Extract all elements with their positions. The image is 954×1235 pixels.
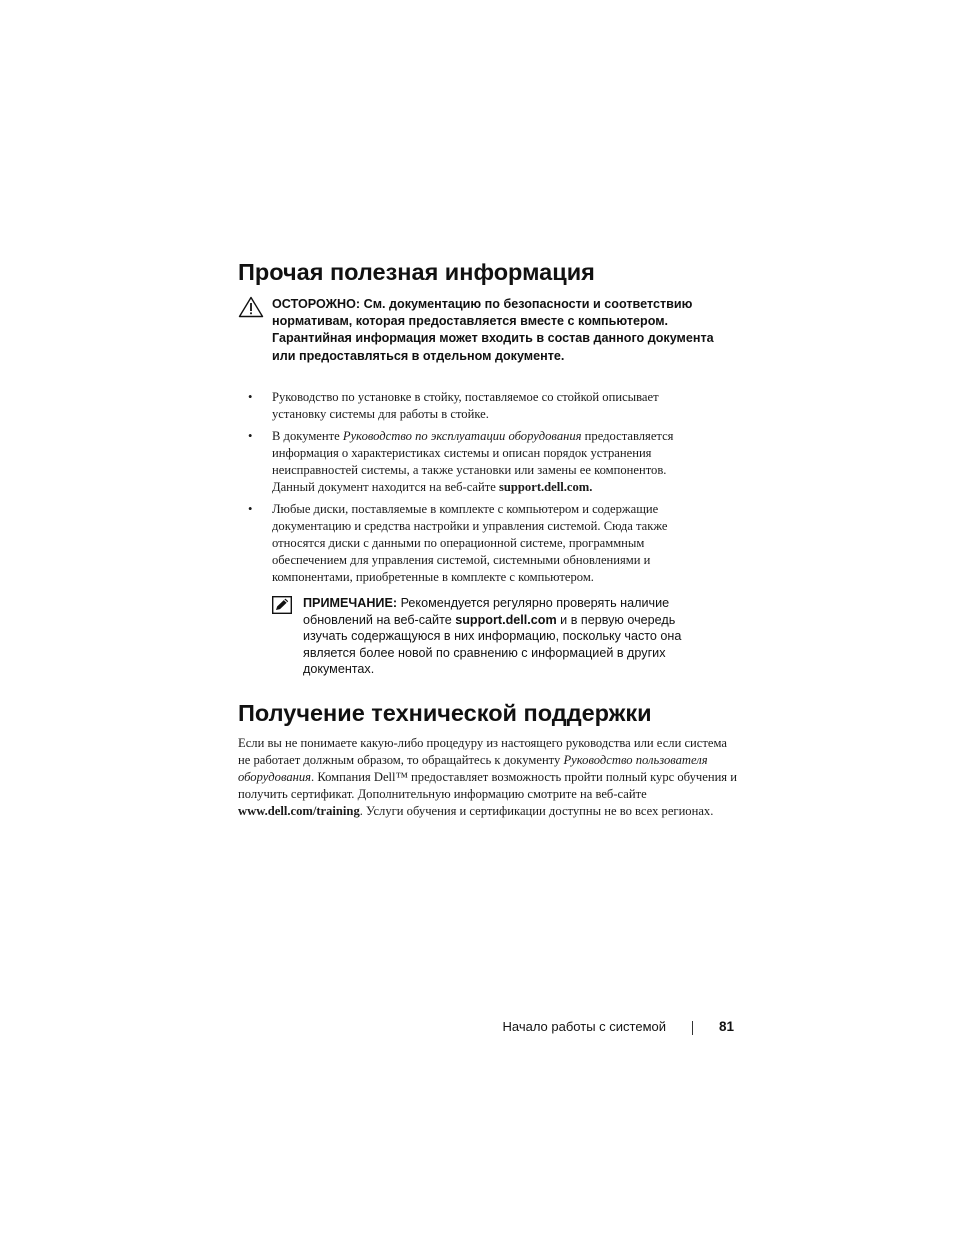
- document-title: Руководство по эксплуатации оборудования: [342, 428, 582, 443]
- text-run: предоставляется информация о характеристиках системы и описан порядок устранения неисправностей системы, а также установки или замены ее компонентов. Данный документ находится на веб-сайте: [272, 428, 674, 494]
- training-url: www.dell.com/training: [238, 804, 360, 819]
- text-run: Рекомендуется регулярно проверять наличие обновлений на веб-сайте: [303, 596, 670, 627]
- support-paragraph: [238, 735, 738, 820]
- support-url: support.dell.com.: [499, 479, 593, 494]
- list-item: [238, 428, 708, 496]
- list-item: [238, 389, 708, 423]
- caution-text: [272, 296, 718, 365]
- text-run: и в первую очередь изучать содержащуюся в них информацию, поскольку часто она является более новой по сравнению с информацией в других документах.: [303, 612, 682, 676]
- document-title: Руководство пользователя оборудования: [238, 753, 708, 785]
- footer-divider: [692, 1021, 693, 1035]
- note-notice: [272, 595, 712, 678]
- bullet-marker: •: [248, 501, 253, 516]
- list-item: [238, 501, 708, 586]
- bullet-marker: •: [248, 390, 253, 404]
- list-item-text: [272, 428, 708, 496]
- list-item-text: Руководство по установке в стойку, поставляемое со стойкой описывает установку системы для работы в стойке.: [272, 390, 659, 422]
- page-number: 81: [718, 1019, 734, 1034]
- page-footer: [470, 1019, 734, 1039]
- text-run: . Компания Dell™ предоставляет возможность пройти полный курс обучения и получить сертификат. Дополнительную информацию смотрите на веб-сайте: [238, 770, 737, 802]
- note-label: ПРИМЕЧАНИЕ:: [303, 596, 398, 610]
- warning-triangle-icon: [238, 296, 264, 318]
- footer-title: Начало работы с системой: [502, 1019, 666, 1034]
- list-item-text: Любые диски, поставляемые в комплекте с компьютером и содержащие документацию и средства настройки и управления системой. Сюда также относятся диски с данными по операционной системе, программным обеспечением для управления системой, системными обновлениями и компонентами, приобретенные в комплекте с компьютером.: [272, 501, 668, 584]
- caution-label: ОСТОРОЖНО:: [272, 297, 361, 311]
- text-run: . Услуги обучения и сертификации доступны не во всех регионах.: [359, 804, 714, 819]
- text-run: Если вы не понимаете какую-либо процедуру из настоящего руководства или если система не работает должным образом, то обращайтесь к документу: [238, 736, 727, 768]
- caution-notice: [238, 296, 718, 365]
- note-pencil-icon: [272, 596, 292, 614]
- section-heading-other-info: Прочая полезная информация: [238, 259, 595, 285]
- text-run: В документе: [272, 428, 343, 443]
- section-heading-tech-support: Получение технической поддержки: [238, 700, 652, 726]
- bullet-marker: •: [248, 428, 253, 443]
- caution-body: См. документацию по безопасности и соответствию нормативам, которая предоставляется вместе с компьютером. Гарантийная информация может входить в состав данного документа или предоставляться в отдельном документе.: [272, 297, 714, 363]
- support-url: support.dell.com: [455, 612, 557, 627]
- note-text: [303, 595, 712, 678]
- resource-list: [238, 389, 708, 591]
